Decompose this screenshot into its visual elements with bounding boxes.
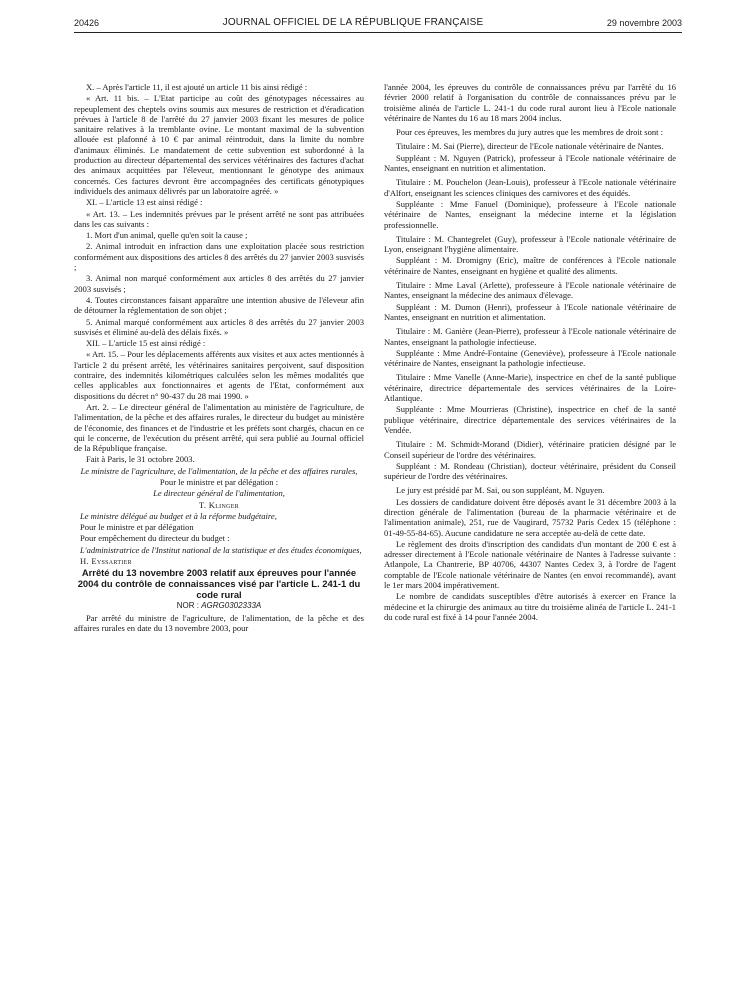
nor-code: AGRG0302333A bbox=[201, 601, 262, 611]
signature-line: Le ministre délégué au budget et à la réforme budgétaire, bbox=[80, 510, 277, 521]
jury-member: Suppléante : Mme Fanuel (Dominique), professeure à l'Ecole nationale vétérinaire de Nantes, enseignant la médecine interne et la législation professionnelle. bbox=[384, 198, 676, 230]
right-column bbox=[384, 82, 676, 623]
journal-title: JOURNAL OFFICIEL DE LA RÉPUBLIQUE FRANÇAISE bbox=[222, 17, 484, 28]
paragraph: 2. Animal introduit en infraction dans une exploitation placée sous restriction conformément aux dispositions des articles 8 des arrêtés du 27 janvier 2003 susvisés ; bbox=[74, 241, 364, 273]
paragraph: 3. Animal non marqué conformément aux articles 8 des arrêtés du 27 janvier 2003 susvisés ; bbox=[74, 273, 364, 294]
paragraph: 5. Animal marqué conformément aux articles 8 des arrêtés du 27 janvier 2003 susvisés et éliminé au-delà des délais fixés. » bbox=[74, 316, 364, 337]
jury-member: Suppléant : M. Rondeau (Christian), docteur vétérinaire, président du Conseil supérieur de l'ordre des vétérinaires. bbox=[384, 460, 676, 482]
paragraph: Art. 2. – Le directeur général de l'alimentation au ministère de l'agriculture, de l'alimentation, de la pêche et des affaires rurales, le directeur du budget au ministère de l'économie, des finances et de l'industrie et les préfets sont chargés, chacun en ce qui le concerne, de l'exécution du présent arrêté, qui sera publié au Journal officiel de la République française. bbox=[74, 401, 364, 454]
jury-member: Suppléant : M. Nguyen (Patrick), professeur à l'Ecole nationale vétérinaire de Nantes, enseignant en nutrition et alimentation. bbox=[384, 152, 676, 174]
paragraph: « Art. 15. – Pour les déplacements afférents aux visites et aux actes mentionnés à l'article 2 du présent arrêté, les vétérinaires sanitaires perçoivent, sauf disposition contraire, des indemnités kilométriques calculées selon les mêmes modalités que celles applicables aux fonctionnaires et agents de l'Etat, conformément aux dispositions du décret n° 90-437 du 28 mai 1990. » bbox=[74, 349, 364, 401]
signature-line: Pour le ministre et par délégation bbox=[80, 522, 194, 533]
signature-line: Pour le ministre et par délégation : bbox=[159, 476, 279, 487]
paragraph: l'année 2004, les épreuves du contrôle de connaissances prévu par l'arrêté du 16 février 2000 relatif à l'organisation du contrôle de connaissances prévu par le troisième alinéa de l'article L. 241-1 du code rural auront lieu à l'Ecole nationale vétérinaire de Nantes du 16 au 18 mars 2004 inclus. bbox=[384, 82, 676, 123]
paragraph: Pour ces épreuves, les membres du jury autres que les membres de droit sont : bbox=[396, 127, 664, 138]
paragraph: Par arrêté du ministre de l'agriculture, de l'alimentation, de la pêche et des affaires rurales en date du 13 novembre 2003, pour bbox=[74, 612, 364, 633]
paragraph: « Art. 11 bis. – L'Etat participe au coût des génotypages nécessaires au repeuplement des cheptels ovins soumis aux mesures de restriction et d'éradication prévues à l'article 8 de l'arrêté du 27 janvier 2003 fixant les mesures de police sanitaire relatives à la tremblante ovine. Le montant maximal de la subvention allouée est plafonné à 10 € par animal réintroduit, dans la limite du nombre d'animaux éliminés. Le mandatement de cette subvention est subordonné à la production au directeur départemental des services vétérinaires des factures d'achat des animaux acquittées par l'éleveur, mentionnant le génotype des animaux concernés. Ces factures devront être accompagnées des certificats génotypiques individuels des animaux délivrés par un laboratoire agréé. » bbox=[74, 93, 364, 196]
jury-member: Titulaire : Mme Vanelle (Anne-Marie), inspectrice en chef de la santé publique vétérinaire, directrice départementale des services vétérinaires de la Loire-Atlantique. bbox=[384, 372, 676, 404]
paragraph: X. – Après l'article 11, il est ajouté un article 11 bis ainsi rédigé : bbox=[86, 82, 308, 92]
jury-member: Titulaire : Mme Laval (Arlette), professeure à l'Ecole nationale vétérinaire de Nantes, enseignant la médecine des animaux d'élevage. bbox=[384, 280, 676, 301]
paragraph: Le nombre de candidats susceptibles d'être autorisés à exercer en France la médecine et la chirurgie des animaux au titre du troisième alinéa de l'article L. 241-1 du code rural est fixé à 14 pour l'année 2004. bbox=[384, 591, 676, 622]
jury-member: Titulaire : M. Chantegrelet (Guy), professeur à l'Ecole nationale vétérinaire de Lyon, enseignant l'hygiène alimentaire. bbox=[384, 233, 676, 255]
page-number: 20426 bbox=[74, 18, 100, 28]
signature-line: Le directeur général de l'alimentation, bbox=[153, 488, 285, 499]
paragraph: Les dossiers de candidature doivent être déposés avant le 31 décembre 2003 à la direction générale de l'alimentation (bureau de la pharmacie vétérinaire et de l'alimentation animale), 251, rue de Vaugirard, 75732 Paris Cedex 15 (téléphone : 01-49-55-84-65). Aucune candidature ne sera acceptée au-delà de cette date. bbox=[384, 496, 676, 538]
jury-member: Titulaire : M. Sai (Pierre), directeur de l'Ecole nationale vétérinaire de Nantes. bbox=[396, 141, 664, 152]
paragraph: Fait à Paris, le 31 octobre 2003. bbox=[86, 454, 195, 465]
signature-line: Le ministre de l'agriculture, de l'alimentation, de la pêche et des affaires rurales, bbox=[80, 465, 358, 476]
paragraph: XI. – L'article 13 est ainsi rédigé : bbox=[86, 197, 203, 208]
nor-label: NOR : bbox=[176, 601, 199, 611]
jury-member: Suppléante : Mme André-Fontaine (Geneviève), professeure à l'Ecole nationale vétérinaire de Nantes, enseignant la pathologie infectieuse. bbox=[384, 347, 676, 369]
paragraph: « Art. 13. – Les indemnités prévues par le présent arrêté ne sont pas attribuées dans les cas suivants : bbox=[74, 208, 364, 229]
jury-member: Suppléant : M. Dromigny (Eric), maître de conférences à l'Ecole nationale vétérinaire de Nantes, enseignant en hygiène et qualité des aliments. bbox=[384, 255, 676, 276]
jury-member: Titulaire : M. Schmidt-Morand (Didier), vétérinaire praticien désigné par le Conseil supérieur de l'ordre des vétérinaires. bbox=[384, 439, 676, 460]
paragraph: 1. Mort d'un animal, quelle qu'en soit la cause ; bbox=[86, 230, 248, 241]
paragraph: 4. Toutes circonstances faisant apparaître une intention abusive de l'éleveur afin de détourner la réglementation de son objet ; bbox=[74, 294, 364, 316]
left-column bbox=[74, 82, 364, 634]
signatory-name: H. Eyssartier bbox=[80, 556, 132, 567]
arrete-title: Arrêté du 13 novembre 2003 relatif aux épreuves pour l'année 2004 du contrôle de connaissances visé par l'article L. 241-1 du code rural bbox=[77, 567, 361, 601]
jury-member: Suppléant : M. Dumon (Henri), professeur à l'Ecole nationale vétérinaire de Nantes, enseignant en nutrition et alimentation. bbox=[384, 301, 676, 322]
paragraph: Le jury est présidé par M. Sai, ou son suppléant, M. Nguyen. bbox=[396, 485, 605, 496]
jury-member: Titulaire : M. Pouchelon (Jean-Louis), professeur à l'Ecole nationale vétérinaire d'Alfort, enseignant les sciences cliniques des carnivores et des équidés. bbox=[384, 177, 676, 198]
paragraph: XII. – L'article 15 est ainsi rédigé : bbox=[86, 338, 206, 349]
signatory-name: T. Klinger bbox=[198, 499, 240, 510]
signature-line: L'administratrice de l'Institut national de la statistique et des études économiques, bbox=[80, 544, 362, 555]
jury-member: Titulaire : M. Ganière (Jean-Pierre), professeur à l'Ecole nationale vétérinaire de Nantes, enseignant la pathologie infectieuse. bbox=[384, 326, 676, 347]
nor-reference bbox=[74, 601, 364, 611]
issue-date: 29 novembre 2003 bbox=[606, 18, 682, 28]
jury-member: Suppléante : Mme Mourrieras (Christine), inspectrice en chef de la santé publique vétérinaire, directrice départementale des services vétérinaires de la Vendée. bbox=[384, 404, 676, 435]
paragraph: Le règlement des droits d'inscription des candidats d'un montant de 200 € est à adresser directement à l'Ecole nationale vétérinaire de Nantes à l'adresse suivante : Atlanpole, La Chantrerie, BP 40706, 44307 Nantes Cedex 3, à l'ordre de l'agent comptable de l'Ecole nationale vétérinaire de Nantes (en envoi recommandé), avant le 1er mars 2004 impérativement. bbox=[384, 538, 676, 591]
signature-line: Pour empêchement du directeur du budget : bbox=[80, 533, 230, 544]
page-header bbox=[74, 8, 682, 33]
